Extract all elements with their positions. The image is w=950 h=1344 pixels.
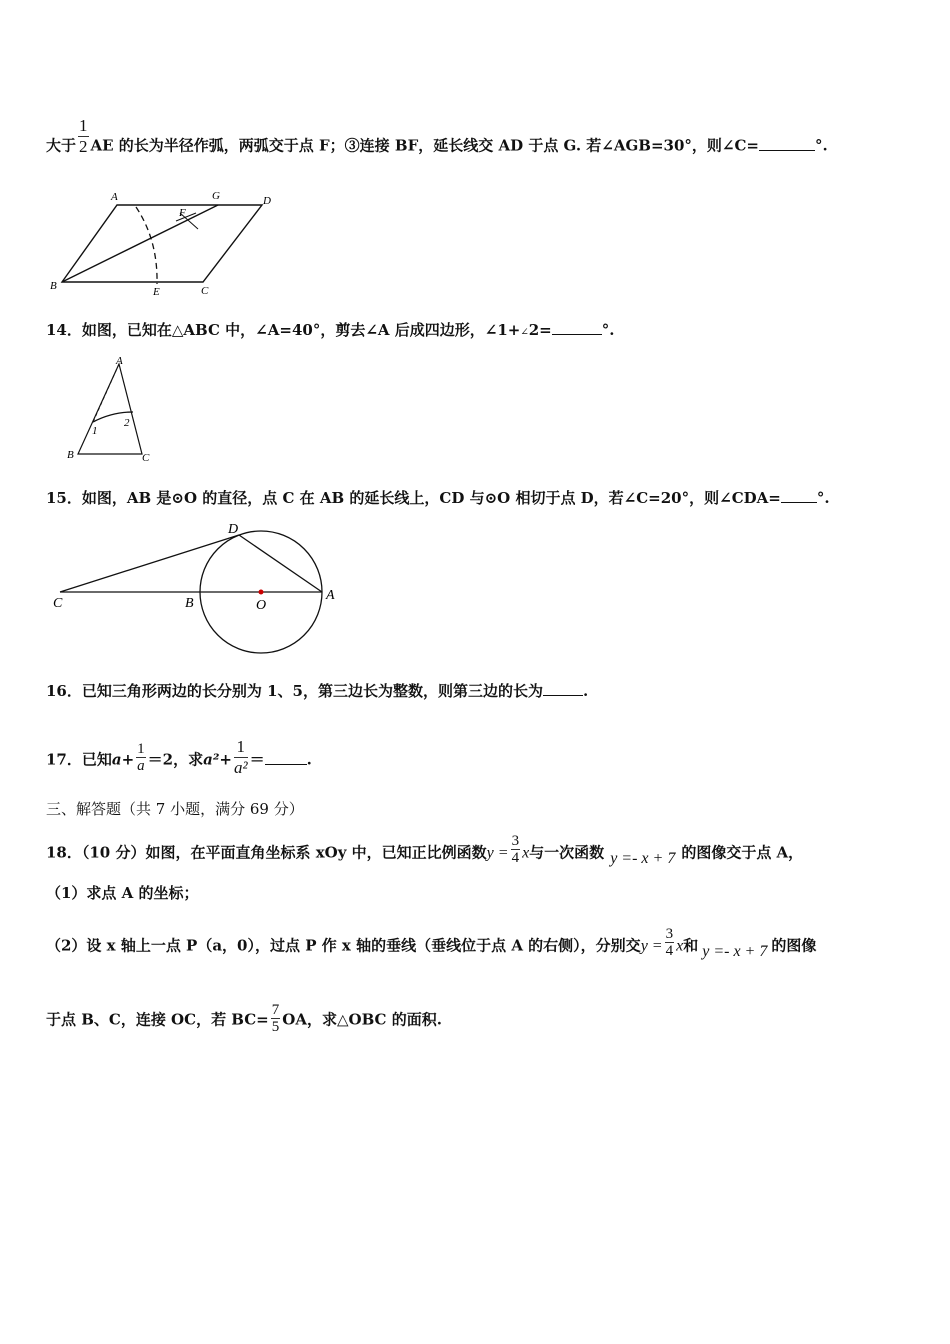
q18-sub-2-cont: 于点 B、C，连接 OC，若 BC= $\frac{7}{5}$ OA，求△OBC 的面积. xyxy=(46,1002,442,1035)
label-d: D xyxy=(263,195,271,207)
q18-sub2-fraction-3-4: $\frac{3}{4}$ xyxy=(665,926,674,959)
q15-circle-figure xyxy=(50,518,350,658)
q14-answer-blank[interactable] xyxy=(552,320,602,335)
section-3-title: 三、解答题（共 7 小题，满分 69 分） xyxy=(46,800,304,818)
label-angle-2: 2 xyxy=(124,417,130,429)
q17-answer-blank[interactable] xyxy=(265,750,307,765)
q17-text: 17．已知a+ $\frac{1}{a}$ ＝2，求a²+ $\frac{1}{\text{a²}}$ ＝ . xyxy=(46,737,312,777)
label-b: B xyxy=(67,449,74,461)
arc-ae xyxy=(136,207,157,284)
label-o: O xyxy=(256,598,267,613)
q17-fraction-2: $\frac{1}{\text{a²}}$ xyxy=(233,737,248,777)
tangent-cd xyxy=(60,535,239,592)
q17-fraction-1: $\frac{1}{a}$ xyxy=(137,741,145,774)
label-a: A xyxy=(116,355,123,367)
label-a: A xyxy=(111,191,118,203)
parallelogram-abcd xyxy=(62,205,262,282)
label-b: B xyxy=(50,280,57,292)
q18-stem: 18．（10 分）如图，在平面直角坐标系 xOy 中，已知正比例函数y = $\frac{3}{4}$ x与一次函数 y =- x + 7 的图像交于点 A， xyxy=(46,833,804,867)
q14-triangle-figure xyxy=(62,352,162,467)
q16-text: 16．已知三角形两边的长分别为 1、5，第三边长为整数，则第三边的长为 . xyxy=(46,682,589,700)
label-b: B xyxy=(185,596,194,611)
triangle-abc xyxy=(78,364,142,454)
q13-parallelogram-figure xyxy=(40,185,280,300)
label-a: A xyxy=(326,588,335,603)
label-c: C xyxy=(201,285,209,297)
q18-fraction-3-4: $\frac{3}{4}$ xyxy=(511,833,520,866)
center-point-o xyxy=(259,590,264,595)
q15-text: 15．如图，AB 是⊙O 的直径，点 C 在 AB 的延长线上，CD 与⊙O 相切于点 D，若∠C=20°，则∠CDA= °. xyxy=(46,489,830,507)
chord-da xyxy=(239,535,322,592)
q13-text: 大于 $\frac{1}{2}$ AE 的长为半径作弧，两弧交于点 F；③连接 BF，延长线交 AD 于点 G. 若∠AGB=30°，则∠C= °. xyxy=(46,116,828,156)
q14-text: 14．如图，已知在△ABC 中，∠A=40°，剪去∠A 后成四边形，∠1+∠2= °. xyxy=(46,321,615,339)
q18-sub-1: （1）求点 A 的坐标； xyxy=(46,884,199,902)
label-f: F xyxy=(179,207,186,219)
label-angle-1: 1 xyxy=(92,425,98,437)
q16-answer-blank[interactable] xyxy=(543,681,583,696)
label-c: C xyxy=(53,596,63,611)
label-c: C xyxy=(142,452,150,464)
label-e: E xyxy=(153,286,160,298)
label-d: D xyxy=(228,522,239,537)
q15-answer-blank[interactable] xyxy=(781,488,817,503)
q18-fraction-7-5: $\frac{7}{5}$ xyxy=(271,1002,280,1035)
q13-fraction: $\frac{1}{2}$ xyxy=(79,116,88,156)
q18-sub-2: （2）设 x 轴上一点 P（a，0），过点 P 作 x 轴的垂线（垂线位于点 A 的右侧），分别交y = $\frac{3}{4}$ x和 y =- x + 7 的图像 xyxy=(46,926,817,960)
label-g: G xyxy=(212,190,220,202)
q13-answer-blank[interactable] xyxy=(759,136,815,151)
line-bg xyxy=(62,205,218,282)
